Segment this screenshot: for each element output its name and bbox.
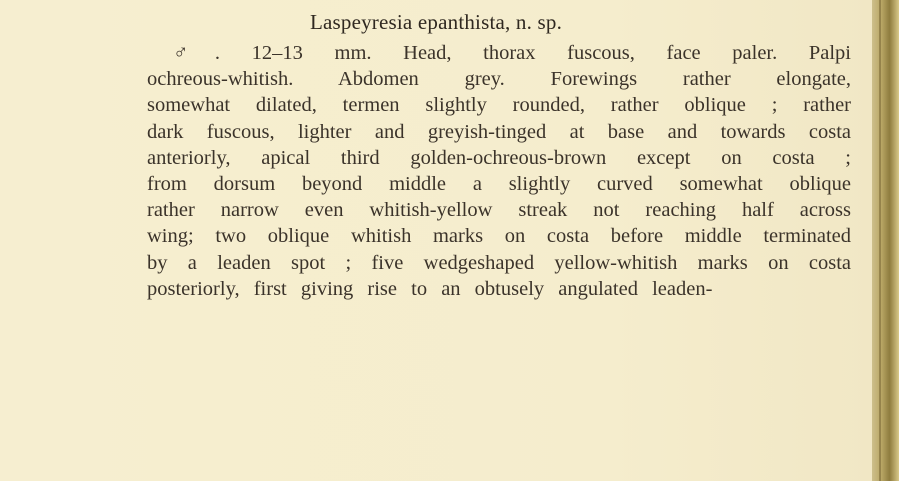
- description-line-4: dark fuscous, lighter and greyish-tinged at base and towards costa: [147, 120, 851, 143]
- description-line-1: ♂. 12–13 mm. Head, thorax fuscous, face paler. Palpi: [173, 42, 851, 64]
- description-line-2: ochreous-whitish. Abdomen grey. Forewings rather elongate,: [147, 68, 851, 91]
- gutter-shadow: [879, 0, 881, 481]
- description-line-8: wing; two oblique whitish marks on costa before middle terminated: [147, 225, 851, 248]
- description-line-7: rather narrow even whitish-yellow streak not reaching half across: [147, 199, 851, 222]
- species-title: Laspeyresia epanthista, n. sp.: [309, 10, 563, 34]
- book-gutter: [872, 0, 899, 481]
- description-line-6: from dorsum beyond middle a slightly curved somewhat oblique: [147, 172, 851, 195]
- description-line-5: anteriorly, apical third golden-ochreous-brown except on costa ;: [147, 146, 851, 169]
- description-line-10: posteriorly, first giving rise to an obtusely angulated leaden-: [147, 277, 713, 300]
- description-line-9: by a leaden spot ; five wedgeshaped yellow-whitish marks on costa: [147, 251, 851, 274]
- description-line-3: somewhat dilated, termen slightly rounded, rather oblique ; rather: [147, 94, 851, 117]
- species-description: [147, 40, 851, 302]
